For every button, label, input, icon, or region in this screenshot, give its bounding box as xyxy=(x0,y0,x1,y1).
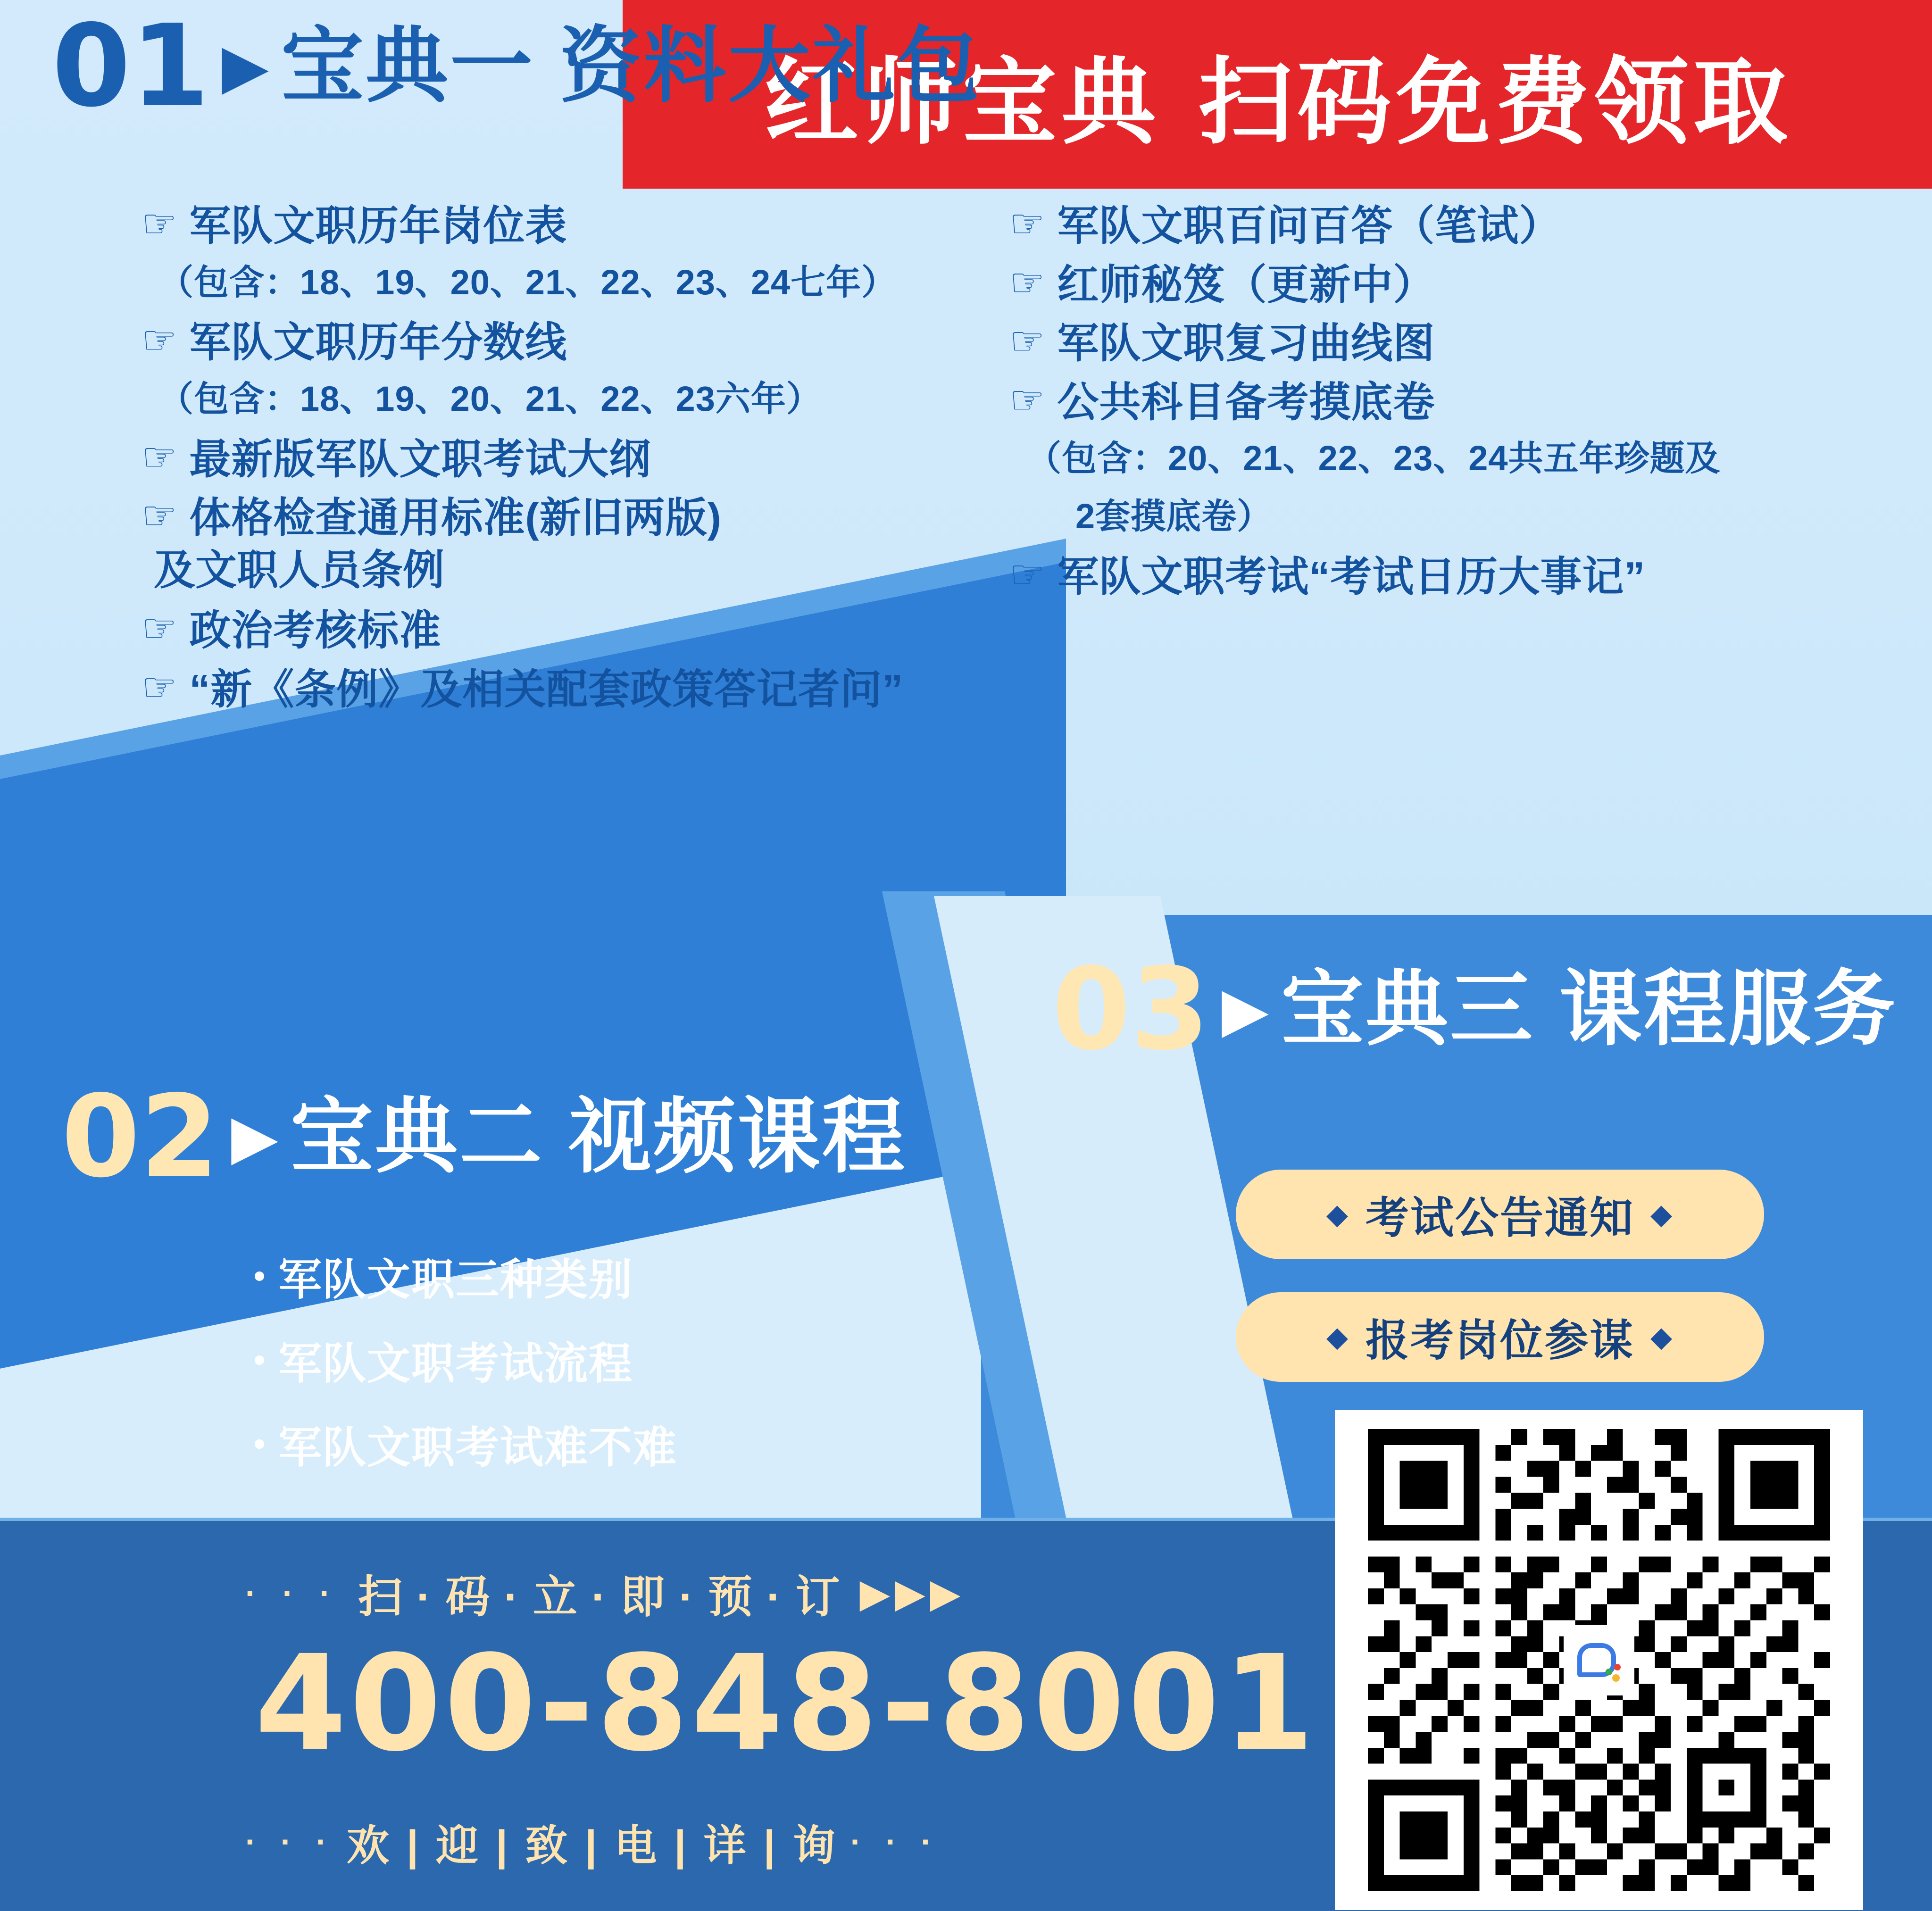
exam-announcement-button[interactable] xyxy=(1236,1170,1764,1259)
pointing-hand-icon: ☞ xyxy=(1009,319,1045,364)
section-01-title: 宝典一 资料大礼包 xyxy=(281,20,982,112)
welcome-dots-left: · · · xyxy=(245,1823,334,1860)
arrows-icon: ▶▶▶ xyxy=(859,1570,966,1615)
welcome-line xyxy=(245,1811,940,1872)
list-item xyxy=(1009,262,1858,308)
section-03-heading xyxy=(1052,943,1897,1075)
qr-code-card[interactable] xyxy=(1335,1410,1863,1910)
pointing-hand-icon: ☞ xyxy=(1009,552,1045,597)
list-item-label: 最新版军队文职考试大纲 xyxy=(189,435,651,482)
section-02-title: 宝典二 视频课程 xyxy=(290,1090,907,1183)
section-01-right-column xyxy=(1009,203,1858,612)
list-item-label: 政治考核标准 xyxy=(189,607,441,654)
list-item-label: 军队文职考试难不难 xyxy=(278,1424,678,1472)
list-item xyxy=(142,666,1014,713)
section-02-number: 02 xyxy=(61,1071,219,1203)
list-item-label: 军队文职三种类别 xyxy=(278,1256,633,1304)
triangle-marker-icon: ▶ xyxy=(231,1102,278,1171)
list-item-label: 公共科目备考摸底卷 xyxy=(1057,378,1435,425)
diamond-icon: ◆ xyxy=(1326,1321,1349,1353)
scan-prompt-text: 扫 · 码 · 立 · 即 · 预 · 订 xyxy=(358,1572,841,1621)
list-item xyxy=(255,1245,677,1307)
bullet-dot-icon xyxy=(255,1439,264,1449)
welcome-dots-right: · · · xyxy=(850,1823,940,1860)
list-item-label: 军队文职历年岗位表 xyxy=(189,202,567,249)
list-item-note: （包含：18、19、20、21、22、23六年） xyxy=(158,379,822,418)
section-01-heading xyxy=(52,0,982,132)
section-01-number: 01 xyxy=(52,0,209,132)
qr-center-badge xyxy=(1564,1625,1634,1695)
list-item-label: 红师秘笈（更新中） xyxy=(1057,261,1435,308)
diamond-icon: ◆ xyxy=(1650,1198,1674,1230)
list-item-label: 军队文职复习曲线图 xyxy=(1057,320,1435,367)
bullet-dot-icon xyxy=(255,1271,264,1281)
list-item-continuation: 及文职人员条例 xyxy=(154,546,445,593)
list-item-label: 军队文职百问百答（笔试） xyxy=(1057,202,1561,249)
qr-code[interactable] xyxy=(1368,1429,1830,1891)
list-item-label: 军队文职考试流程 xyxy=(278,1340,633,1388)
list-item-note-2: 2套摸底卷） xyxy=(1075,496,1273,536)
list-item-label: 军队文职历年分数线 xyxy=(189,319,567,366)
triangle-marker-icon: ▶ xyxy=(1221,975,1269,1044)
position-advisor-button[interactable] xyxy=(1236,1292,1764,1382)
chat-bubble-icon xyxy=(1577,1638,1621,1682)
pointing-hand-icon: ☞ xyxy=(142,201,177,246)
section-03-number: 03 xyxy=(1052,943,1209,1075)
pointing-hand-icon: ☞ xyxy=(1009,260,1045,305)
exam-announcement-label: 考试公告通知 xyxy=(1365,1194,1634,1242)
list-item-note: （包含：18、19、20、21、22、23、24七年） xyxy=(158,262,897,302)
section-02-list xyxy=(255,1245,677,1497)
section-02-heading xyxy=(61,1071,907,1203)
welcome-text: 欢 | 迎 | 致 | 电 | 详 | 询 xyxy=(346,1822,838,1869)
pointing-hand-icon: ☞ xyxy=(142,318,177,363)
list-item xyxy=(142,319,1014,366)
position-advisor-label: 报考岗位参谋 xyxy=(1365,1317,1634,1365)
diamond-icon: ◆ xyxy=(1326,1198,1349,1230)
scan-prompt-dots: · · · xyxy=(245,1574,339,1612)
pointing-hand-icon: ☞ xyxy=(142,606,177,651)
list-item xyxy=(142,203,1014,249)
pointing-hand-icon: ☞ xyxy=(142,434,177,479)
triangle-marker-icon: ▶ xyxy=(221,32,269,100)
list-item xyxy=(142,495,1014,541)
list-item-label: 体格检查通用标准(新旧两版) xyxy=(189,494,722,541)
pointing-hand-icon: ☞ xyxy=(1009,377,1045,422)
bullet-dot-icon xyxy=(255,1355,264,1365)
list-item-label: “新《条例》及相关配套政策答记者问” xyxy=(189,665,904,713)
list-item xyxy=(142,607,1014,654)
list-item xyxy=(255,1329,677,1391)
phone-number[interactable]: 400-848-8001 xyxy=(255,1627,1317,1781)
promo-banner-text: 红师宝典 扫码免费领取 xyxy=(764,47,1792,158)
section-01-left-column xyxy=(142,203,1014,725)
list-item xyxy=(255,1413,677,1475)
section-03-title: 宝典三 课程服务 xyxy=(1281,963,1897,1055)
diamond-icon: ◆ xyxy=(1650,1321,1674,1353)
list-item xyxy=(1009,203,1858,249)
list-item xyxy=(1009,554,1858,600)
list-item-label: 军队文职考试“考试日历大事记” xyxy=(1057,553,1646,600)
list-item xyxy=(1009,379,1858,426)
pointing-hand-icon: ☞ xyxy=(142,493,177,538)
pointing-hand-icon: ☞ xyxy=(142,665,177,709)
list-item xyxy=(142,436,1014,483)
scan-prompt xyxy=(245,1561,965,1625)
pointing-hand-icon: ☞ xyxy=(1009,201,1045,246)
list-item xyxy=(1009,320,1858,367)
list-item-note: （包含：20、21、22、23、24共五年珍题及 xyxy=(1026,439,1721,478)
